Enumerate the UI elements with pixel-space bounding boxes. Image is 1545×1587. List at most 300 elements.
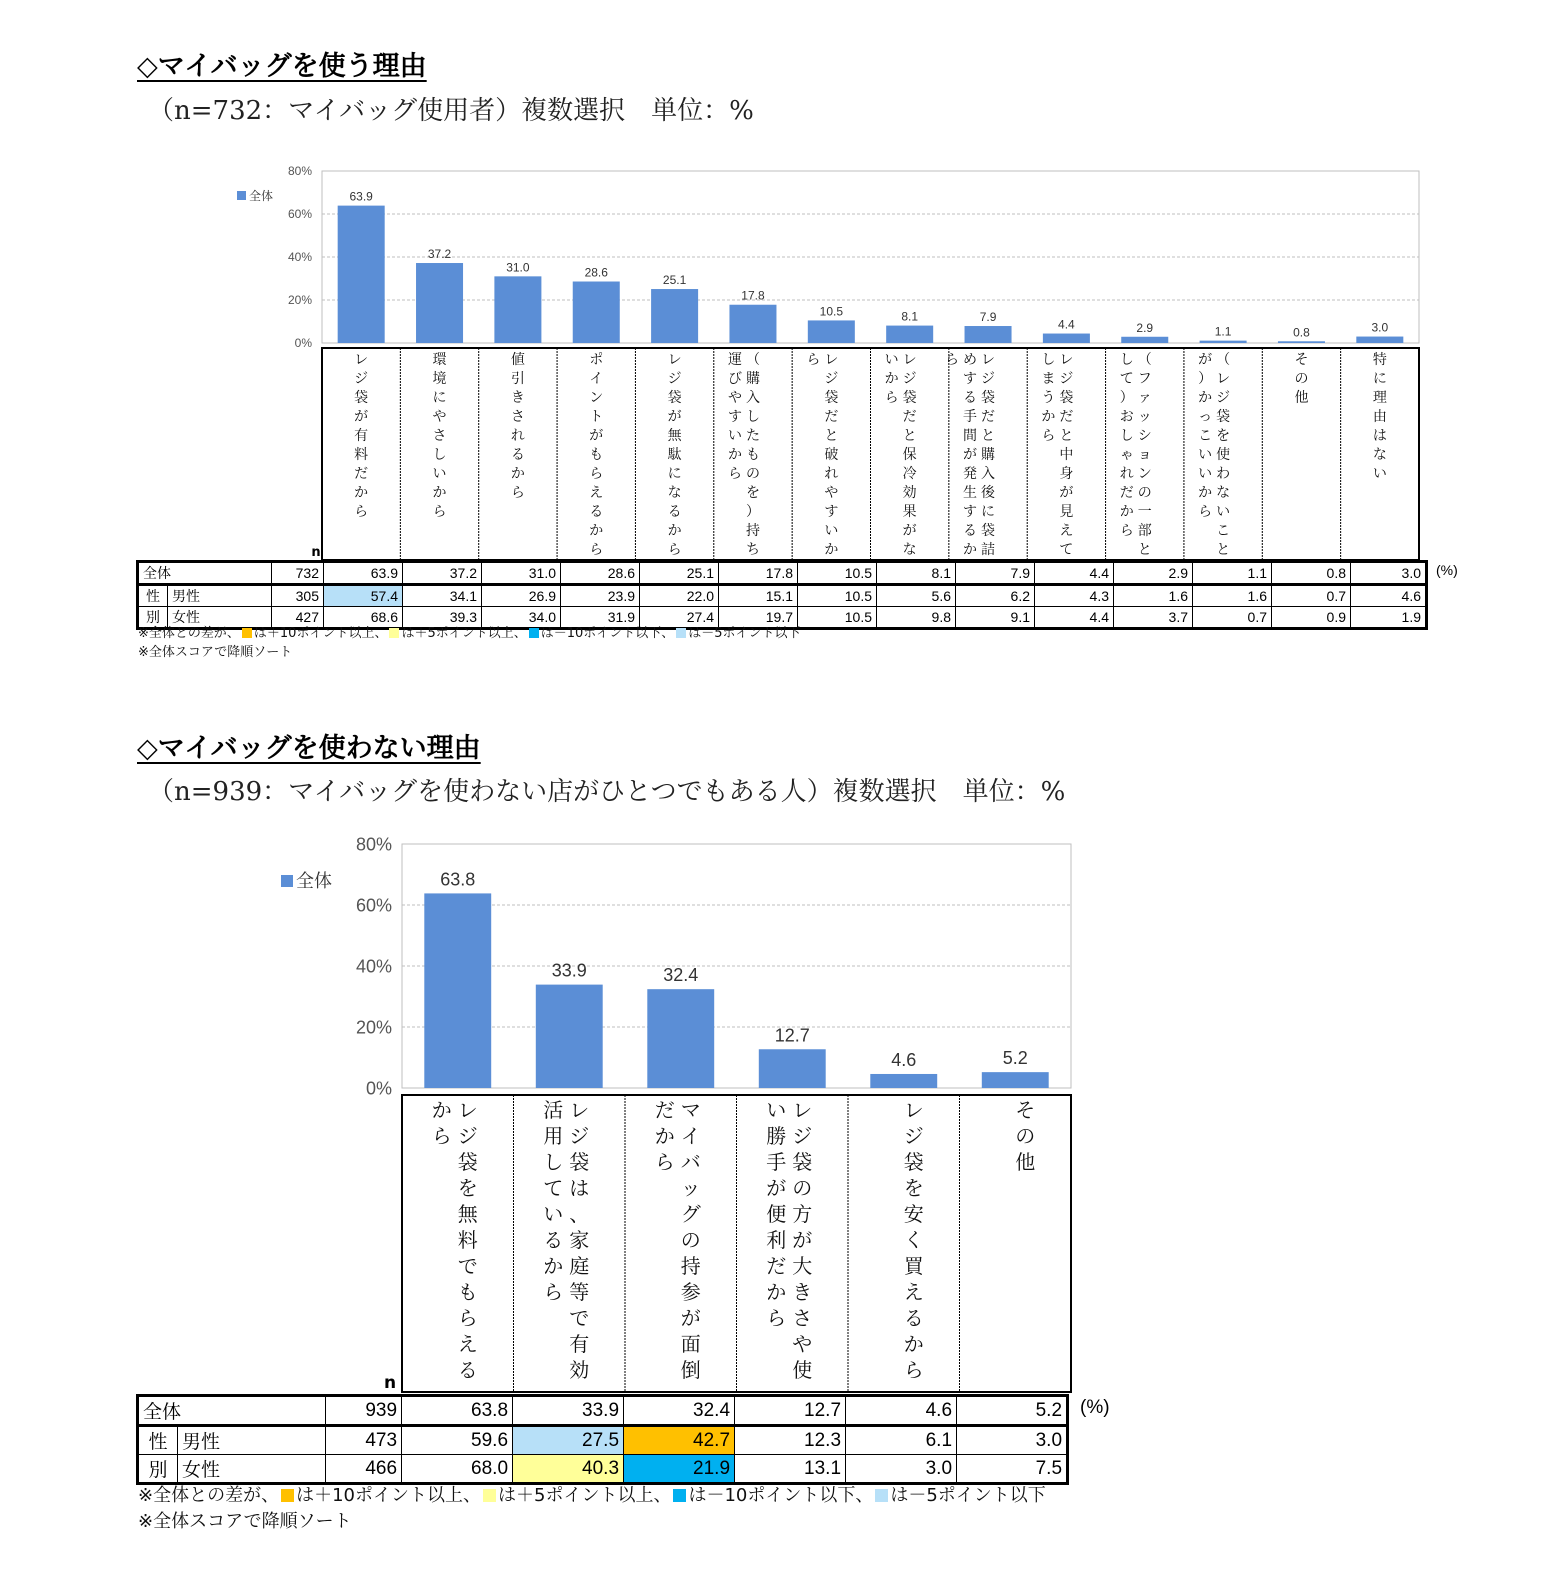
category-label-char: え — [589, 485, 604, 501]
category-label-char: と — [824, 428, 839, 444]
category-label-char: ッ — [680, 1176, 701, 1200]
bar-value-label: 37.2 — [427, 247, 452, 262]
category-label-char: を — [457, 1176, 478, 1200]
category-label-char: ら — [457, 1306, 478, 1330]
category-label-char: 効 — [569, 1358, 590, 1382]
category-label-char: 使 — [1216, 447, 1231, 463]
table-row — [138, 1396, 1068, 1426]
category-label-char: と — [981, 428, 996, 444]
section1-sort-note: ※全体スコアで降順ソート — [138, 645, 293, 660]
category-label-char: 等 — [569, 1280, 590, 1304]
value-cell: 27.5 — [513, 1426, 624, 1455]
category-label-char: が — [589, 428, 604, 444]
category-label-char: ジ — [457, 1124, 478, 1148]
category-label-char: レ — [792, 1098, 813, 1122]
category-label-char: い — [1372, 466, 1387, 482]
category-label-char: す — [963, 504, 978, 520]
category-label-char: ジ — [902, 371, 917, 387]
category-label-char: ら — [667, 542, 682, 558]
note-minus5: は－5ポイント以下 — [688, 626, 801, 641]
value-cell: 39.3 — [403, 607, 482, 629]
category-label-char: 理 — [1372, 390, 1387, 406]
category-label-char: ら — [727, 466, 742, 482]
category-label-char: ） — [745, 504, 760, 520]
category-label-char: フ — [1137, 371, 1152, 387]
category-label-char: と — [1216, 542, 1231, 558]
category-label-char: 安 — [903, 1202, 924, 1226]
category-label-char: に — [667, 466, 682, 482]
n-cell: 427 — [272, 607, 324, 629]
category-label-char: か — [1198, 390, 1213, 406]
category-label-char: 家 — [569, 1228, 590, 1252]
value-cell: 12.7 — [735, 1396, 846, 1426]
value-cell: 33.9 — [513, 1396, 624, 1426]
y-tick-label: 80% — [287, 164, 312, 179]
category-label-char: 生 — [963, 485, 978, 501]
row-label: 女性 — [168, 607, 272, 629]
category-label-char: 使 — [792, 1358, 813, 1382]
category-label-char: び — [727, 371, 742, 387]
category-label-char: 駄 — [667, 447, 682, 463]
category-label-char: 入 — [745, 390, 760, 406]
section2-percent-unit: (%) — [1080, 1397, 1110, 1418]
category-label-char: 持 — [745, 523, 760, 539]
category-label-char: し — [432, 447, 447, 463]
category-label-char: ら — [766, 1306, 787, 1330]
value-cell: 5.6 — [877, 585, 956, 607]
category-label-char: さ — [792, 1306, 813, 1330]
legend-label: 全体 — [249, 189, 274, 203]
row-label: 女性 — [178, 1455, 326, 1484]
category-label-char: 袋 — [824, 390, 839, 406]
category-label-char: 環 — [432, 352, 447, 368]
category-label-char: レ — [457, 1098, 478, 1122]
category-label-char: だ — [824, 409, 839, 425]
category-label-char: ジ — [667, 371, 682, 387]
category-label-char: 参 — [680, 1280, 701, 1304]
bar-value-label: 17.8 — [741, 288, 765, 303]
category-label-char: 効 — [902, 485, 917, 501]
category-label-char: 有 — [354, 428, 369, 444]
y-tick-label: 0% — [294, 336, 312, 351]
category-label-char: さ — [510, 409, 525, 425]
category-label-char: だ — [1059, 409, 1074, 425]
category-label-char: し — [543, 1150, 564, 1174]
category-label-char: （ — [745, 352, 760, 368]
category-label-char: 袋 — [457, 1150, 478, 1174]
category-label-char: 持 — [680, 1254, 701, 1278]
category-label-char: と — [1059, 428, 1074, 444]
plus10-swatch — [281, 1489, 294, 1502]
category-label-char: （ — [1216, 352, 1231, 368]
value-cell: 4.3 — [1035, 585, 1114, 607]
table-row — [138, 1455, 1068, 1484]
bar-value-label: 3.0 — [1371, 320, 1389, 335]
category-label-char: れ — [510, 428, 525, 444]
y-tick-label: 0% — [365, 1078, 392, 1099]
category-label-char: 他 — [1294, 390, 1309, 406]
value-cell: 21.9 — [624, 1455, 735, 1484]
category-label-char: 便 — [766, 1202, 787, 1226]
category-label-char: 購 — [745, 371, 760, 387]
bar-value-label: 31.0 — [506, 260, 530, 275]
category-label-char: ゃ — [1119, 447, 1134, 463]
category-label-char: う — [1041, 390, 1056, 406]
value-cell: 10.5 — [798, 562, 877, 585]
section2-legend-note — [138, 1481, 1046, 1507]
value-cell: 34.1 — [403, 585, 482, 607]
value-cell: 5.2 — [957, 1396, 1068, 1426]
category-label-char: を — [1216, 428, 1231, 444]
category-label-char: ジ — [792, 1124, 813, 1148]
category-label-char: 倒 — [680, 1358, 701, 1382]
category-label-char: 袋 — [792, 1150, 813, 1174]
section1-subheading: （n=732：マイバッグ使用者）複数選択 単位：% — [148, 96, 754, 126]
category-label-char: い — [432, 466, 447, 482]
value-cell: 68.0 — [402, 1455, 513, 1484]
bar-value-label: 1.1 — [1214, 324, 1232, 339]
section1-percent-unit: (%) — [1436, 562, 1458, 578]
category-label-char: か — [766, 1280, 787, 1304]
category-label-char: ） — [1198, 371, 1213, 387]
value-cell: 3.0 — [957, 1426, 1068, 1455]
category-label-char: が — [680, 1306, 701, 1330]
value-cell: 23.9 — [561, 585, 640, 607]
n-cell: 473 — [326, 1426, 402, 1455]
y-tick-label: 60% — [287, 207, 312, 222]
category-label-char: ン — [589, 390, 604, 406]
category-label-char: る — [963, 390, 978, 406]
category-label-char: 活 — [543, 1098, 564, 1122]
value-cell: 4.6 — [1351, 585, 1427, 607]
category-label-char: い — [766, 1098, 787, 1122]
category-label-char: に — [432, 390, 447, 406]
category-label-char: る — [589, 504, 604, 520]
value-cell: 1.6 — [1193, 585, 1272, 607]
category-label-char: 後 — [981, 485, 996, 501]
category-label-char: 引 — [510, 371, 525, 387]
category-label-char: か — [884, 371, 899, 387]
bar-value-label: 63.9 — [349, 189, 373, 204]
value-cell: 1.9 — [1351, 607, 1427, 629]
category-label-char: 袋 — [981, 390, 996, 406]
y-tick-label: 40% — [355, 956, 392, 977]
bar — [982, 1072, 1049, 1088]
note-plus5: は＋5ポイント以上、 — [498, 1485, 672, 1506]
category-label-char: 冷 — [902, 466, 917, 482]
value-cell: 31.9 — [561, 607, 640, 629]
legend-swatch — [281, 875, 293, 887]
category-label-char: ） — [1119, 390, 1134, 406]
category-label-char: か — [824, 542, 839, 558]
value-cell: 3.0 — [846, 1455, 957, 1484]
category-label-char: レ — [824, 352, 839, 368]
y-tick-label: 20% — [287, 293, 312, 308]
category-label-char: ら — [1198, 504, 1213, 520]
value-cell: 26.9 — [482, 585, 561, 607]
value-cell: 0.7 — [1193, 607, 1272, 629]
category-label-char: だ — [354, 466, 369, 482]
category-label-char: ら — [654, 1150, 675, 1174]
category-label-char: ジ — [354, 371, 369, 387]
category-label-char: が — [667, 409, 682, 425]
category-label-char: だ — [654, 1098, 675, 1122]
category-label-char: 値 — [510, 352, 525, 368]
category-label-char: 袋 — [569, 1150, 590, 1174]
category-label-char: 袋 — [903, 1150, 924, 1174]
category-label-char: ら — [589, 466, 604, 482]
legend-label: 全体 — [296, 871, 332, 892]
category-label-char: の — [1294, 371, 1309, 387]
category-label-char: い — [727, 428, 742, 444]
category-label-char: 手 — [766, 1150, 787, 1174]
category-label-char: か — [354, 485, 369, 501]
category-label-char: レ — [903, 1098, 924, 1122]
category-label-char: か — [432, 485, 447, 501]
category-label-char: レ — [1216, 371, 1231, 387]
category-label-char: い — [1216, 504, 1231, 520]
category-label-char: 中 — [1059, 447, 1074, 463]
category-label-char: く — [903, 1228, 924, 1252]
category-label-char: だ — [902, 409, 917, 425]
category-label-char: か — [589, 523, 604, 539]
category-label-char: か — [667, 523, 682, 539]
category-label-char: し — [1119, 428, 1134, 444]
category-label-char: シ — [1137, 428, 1152, 444]
category-label-char: か — [1041, 409, 1056, 425]
value-cell: 37.2 — [403, 562, 482, 585]
section2-subheading: （n=939：マイバッグを使わない店がひとつでもある人）複数選択 単位：% — [148, 777, 1066, 807]
category-label-char: 有 — [569, 1332, 590, 1356]
value-cell: 57.4 — [324, 585, 403, 607]
category-label-char: ら — [432, 504, 447, 520]
category-label-char: に — [981, 504, 996, 520]
y-tick-label: 80% — [355, 834, 392, 855]
category-label-char: な — [1372, 447, 1387, 463]
category-label-char: す — [963, 371, 978, 387]
category-label-char: 運 — [727, 352, 742, 368]
category-label-char: 袋 — [1059, 390, 1074, 406]
category-label-char: る — [667, 504, 682, 520]
category-label-char: 間 — [963, 428, 978, 444]
category-label-char: 発 — [963, 466, 978, 482]
note-prefix: ※全体との差が、 — [138, 626, 240, 641]
category-label-char: レ — [569, 1098, 590, 1122]
category-label-char: ち — [745, 542, 760, 558]
category-label-char: そ — [1294, 352, 1309, 368]
value-cell: 31.0 — [482, 562, 561, 585]
value-cell: 22.0 — [640, 585, 719, 607]
category-label-char: ト — [589, 409, 604, 425]
value-cell: 2.9 — [1114, 562, 1193, 585]
category-label-char: 特 — [1372, 352, 1387, 368]
category-label-char: （ — [1137, 352, 1152, 368]
category-label-char: の — [745, 466, 760, 482]
category-label-char: こ — [1198, 428, 1213, 444]
category-label-char: 境 — [432, 371, 447, 387]
category-label-char: る — [903, 1306, 924, 1330]
category-label-char: い — [1198, 447, 1213, 463]
value-cell: 4.4 — [1035, 562, 1114, 585]
category-label-char: か — [543, 1254, 564, 1278]
category-label-char: が — [902, 523, 917, 539]
category-label-char: い — [884, 352, 899, 368]
category-label-char: や — [792, 1332, 813, 1356]
category-label-char: か — [963, 542, 978, 558]
category-label-char: ら — [543, 1280, 564, 1304]
category-label-char: る — [543, 1228, 564, 1252]
bar-value-label: 12.7 — [774, 1025, 810, 1046]
category-label-char: と — [902, 428, 917, 444]
value-cell: 4.6 — [846, 1396, 957, 1426]
section2-data-table — [136, 1394, 1069, 1485]
category-label-char: で — [569, 1306, 590, 1330]
value-cell: 10.5 — [798, 585, 877, 607]
category-label-char: 果 — [902, 504, 917, 520]
bar-value-label: 8.1 — [901, 309, 919, 324]
category-label-char: ら — [1119, 523, 1134, 539]
bar-value-label: 25.1 — [662, 273, 687, 288]
category-label-char: 大 — [792, 1254, 813, 1278]
value-cell: 15.1 — [719, 585, 798, 607]
minus10-swatch — [673, 1489, 686, 1502]
category-label-char: 買 — [903, 1254, 924, 1278]
bar — [424, 893, 491, 1088]
category-label-char: 袋 — [354, 390, 369, 406]
bar-value-label: 7.9 — [979, 310, 997, 325]
value-cell: 17.8 — [719, 562, 798, 585]
category-label-char: イ — [680, 1124, 701, 1148]
category-label-char: だ — [981, 409, 996, 425]
category-label-char: マ — [680, 1098, 701, 1122]
value-cell: 6.1 — [846, 1426, 957, 1455]
note-minus5: は－5ポイント以下 — [890, 1485, 1046, 1506]
category-label-char: い — [1198, 466, 1213, 482]
category-label-char: ポ — [589, 352, 604, 368]
group-label: 性 — [138, 1426, 178, 1455]
category-label-char: か — [903, 1332, 924, 1356]
category-label-char: て — [1119, 371, 1134, 387]
value-cell: 7.9 — [956, 562, 1035, 585]
value-cell: 12.3 — [735, 1426, 846, 1455]
bar-value-label: 0.8 — [1293, 325, 1310, 340]
value-cell: 9.1 — [956, 607, 1035, 629]
note-plus10: は＋10ポイント以上、 — [296, 1485, 481, 1506]
category-label-char: ジ — [1059, 371, 1074, 387]
category-label-char: 面 — [680, 1332, 701, 1356]
category-label-char: ら — [510, 485, 525, 501]
category-label-char: を — [745, 485, 760, 501]
category-label-char: る — [510, 447, 525, 463]
value-cell: 0.8 — [1272, 562, 1351, 585]
value-cell: 63.8 — [402, 1396, 513, 1426]
category-label-char: ら — [1041, 428, 1056, 444]
category-label-char: ら — [589, 542, 604, 558]
category-label-char: 詰 — [981, 542, 996, 558]
category-label-char: 保 — [902, 447, 917, 463]
category-label-char: ジ — [903, 1124, 924, 1148]
category-label-char: の — [1015, 1124, 1036, 1148]
category-label-char: が — [1059, 485, 1074, 501]
group-label: 別 — [138, 607, 168, 629]
category-label-char: か — [1198, 485, 1213, 501]
category-label-char: れ — [1119, 466, 1134, 482]
category-label-char: ら — [903, 1358, 924, 1382]
category-label-char: 用 — [543, 1124, 564, 1148]
category-label-char: に — [1372, 371, 1387, 387]
category-label-char: そ — [1015, 1098, 1036, 1122]
note-minus10: は－10ポイント以下、 — [540, 626, 675, 641]
bar-value-label: 28.6 — [584, 265, 608, 280]
group-label: 性 — [138, 585, 168, 607]
section2-sort-note: ※全体スコアで降順ソート — [138, 1511, 352, 1532]
bar-value-label: 63.8 — [440, 869, 476, 890]
value-cell: 19.7 — [719, 607, 798, 629]
value-cell: 1.1 — [1193, 562, 1272, 585]
bar-value-label: 10.5 — [819, 304, 844, 319]
note-minus10: は－10ポイント以下、 — [688, 1485, 874, 1506]
group-label: 別 — [138, 1455, 178, 1484]
category-label-char: て — [1059, 542, 1074, 558]
category-label-char: だ — [766, 1254, 787, 1278]
category-label-char: き — [792, 1280, 813, 1304]
row-label: 全体 — [138, 1396, 326, 1426]
category-label-char: 見 — [1059, 504, 1074, 520]
category-label-char: え — [1059, 523, 1074, 539]
category-label-char: 身 — [1059, 466, 1074, 482]
category-label-char: 無 — [457, 1202, 478, 1226]
value-cell: 63.9 — [324, 562, 403, 585]
n-cell: 732 — [272, 562, 324, 585]
bar — [870, 1074, 937, 1088]
value-cell: 59.6 — [402, 1426, 513, 1455]
category-label-char: が — [963, 447, 978, 463]
category-label-char: 破 — [824, 447, 839, 463]
category-label-char: で — [457, 1254, 478, 1278]
category-label-char: も — [457, 1280, 478, 1304]
n-cell: 466 — [326, 1455, 402, 1484]
category-label-char: 袋 — [667, 390, 682, 406]
value-cell: 32.4 — [624, 1396, 735, 1426]
n-cell: 939 — [326, 1396, 402, 1426]
category-label-char: お — [1119, 409, 1134, 425]
category-label-char: ジ — [1216, 390, 1231, 406]
category-label-char: 手 — [963, 409, 978, 425]
value-cell: 13.1 — [735, 1455, 846, 1484]
bar-value-label: 4.4 — [1058, 317, 1075, 332]
category-label-char: ら — [806, 352, 821, 368]
category-label-char: ら — [431, 1124, 452, 1148]
category-label-char: て — [543, 1176, 564, 1200]
category-label-char: 購 — [981, 447, 996, 463]
category-label-char: す — [727, 409, 742, 425]
category-label-char: る — [963, 523, 978, 539]
category-label-char: 庭 — [569, 1254, 590, 1278]
category-label-char: も — [589, 447, 604, 463]
category-label-char: し — [745, 409, 760, 425]
row-label: 男性 — [178, 1426, 326, 1455]
category-label-char: ン — [1137, 466, 1152, 482]
section1-heading: ◇マイバッグを使う理由 — [137, 51, 427, 82]
y-tick-label: 20% — [355, 1017, 392, 1038]
category-label-char: え — [457, 1332, 478, 1356]
bar-value-label: 2.9 — [1136, 320, 1154, 335]
category-label-char: な — [667, 485, 682, 501]
category-label-char: 他 — [1015, 1150, 1036, 1174]
category-label-char: だ — [1119, 485, 1134, 501]
category-label-char: こ — [1216, 523, 1231, 539]
category-label-char: レ — [667, 352, 682, 368]
